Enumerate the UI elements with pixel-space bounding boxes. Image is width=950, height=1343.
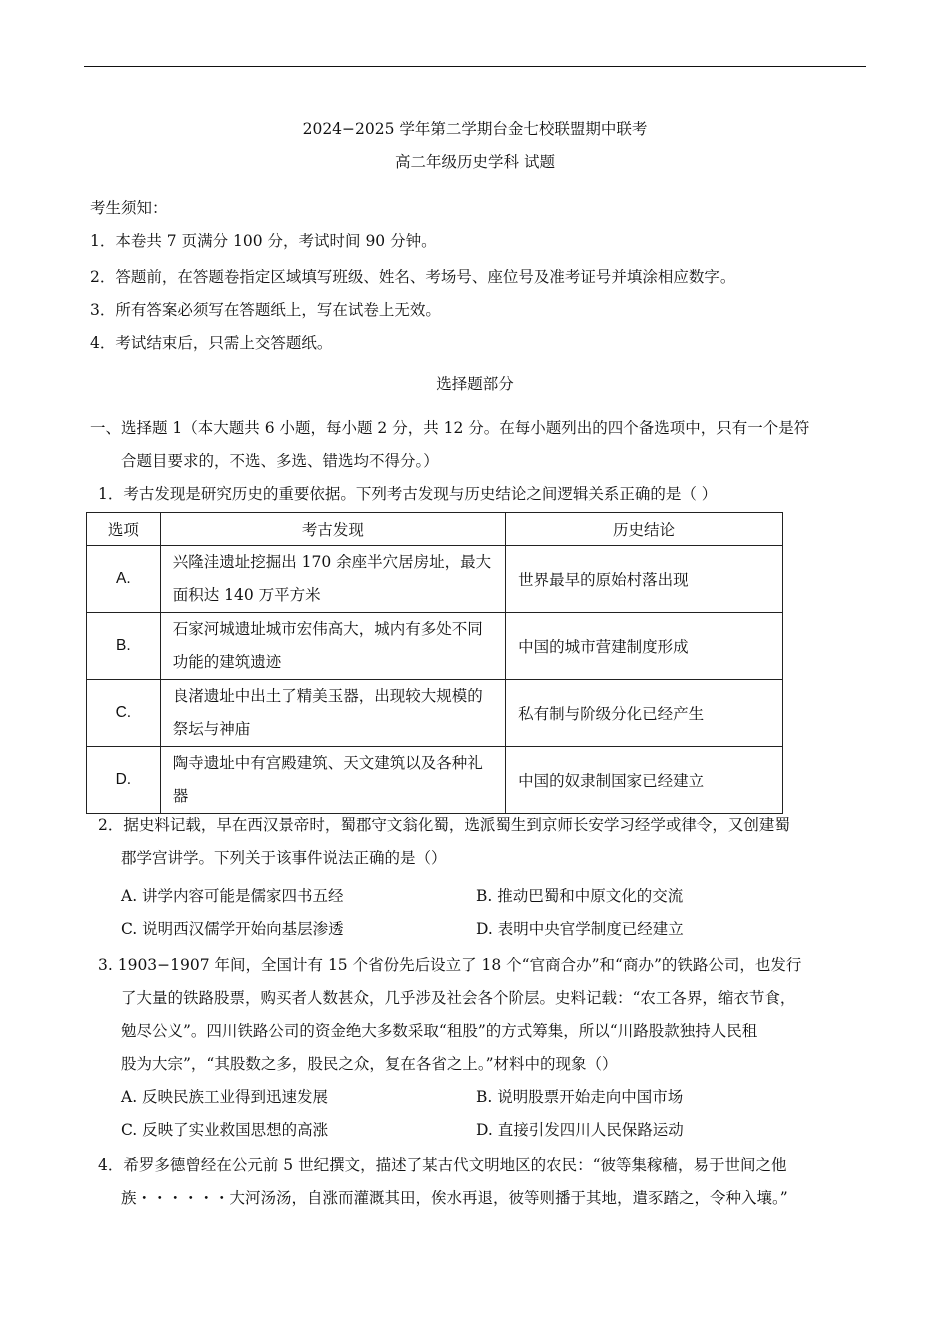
question-3-option-d: D. 直接引发四川人民保路运动 [476, 1121, 684, 1139]
notice-item: 2．答题前，在答题卷指定区域填写班级、姓名、考场号、座位号及准考证号并填涂相应数字。 [90, 268, 736, 286]
notice-item: 3．所有答案必须写在答题纸上，写在试卷上无效。 [90, 301, 441, 319]
question-2-option-a: A. 讲学内容可能是儒家四书五经 [121, 887, 344, 905]
archaeological-finding: 良渚遗址中出土了精美玉器，出现较大规模的祭坛与神庙 [160, 680, 505, 747]
question-4-stem-cont: 族・・・・・・大河汤汤，自涨而灌溉其田，俟水再退，彼等则播于其地，遣豕踏之，令种入壤。” [121, 1189, 788, 1207]
option-label: B. [87, 613, 161, 680]
question-2-option-c: C. 说明西汉儒学开始向基层渗透 [121, 920, 344, 938]
question-1-stem: 1．考古发现是研究历史的重要依据。下列考古发现与历史结论之间逻辑关系正确的是（ ） [98, 485, 718, 503]
table-row [87, 680, 783, 747]
header-rule [84, 66, 866, 67]
question-1-table [86, 512, 783, 814]
question-3-stem: 3. 1903−1907 年间，全国计有 15 个省份先后设立了 18 个“官商合办”和“商办”的铁路公司，也发行 [98, 956, 802, 974]
historical-conclusion: 中国的奴隶制国家已经建立 [506, 747, 783, 814]
historical-conclusion: 私有制与阶级分化已经产生 [506, 680, 783, 747]
question-3-option-b: B. 说明股票开始走向中国市场 [476, 1088, 684, 1106]
table-row [87, 546, 783, 613]
question-2-option-b: B. 推动巴蜀和中原文化的交流 [476, 887, 684, 905]
part-one-instructions-cont: 合题目要求的，不选、多选、错选均不得分。） [121, 452, 439, 470]
question-2-option-d: D. 表明中央官学制度已经建立 [476, 920, 684, 938]
question-3-option-a: A. 反映民族工业得到迅速发展 [121, 1088, 329, 1106]
historical-conclusion: 世界最早的原始村落出现 [506, 546, 783, 613]
archaeological-finding: 兴隆洼遗址挖掘出 170 余座半穴居房址，最大面积达 140 万平方米 [160, 546, 505, 613]
question-3-stem-cont: 股为大宗”，“其股数之多，股民之众，复在各省之上。”材料中的现象（） [121, 1055, 618, 1073]
question-3-stem-cont: 了大量的铁路股票，购买者人数甚众，几乎涉及社会各个阶层。史料记载：“农工各界，缩衣节食， [121, 989, 796, 1007]
option-label: C. [87, 680, 161, 747]
section-title: 选择题部分 [436, 375, 514, 393]
archaeological-finding: 石家河城遗址城市宏伟高大，城内有多处不同功能的建筑遗迹 [160, 613, 505, 680]
notice-item: 1．本卷共 7 页满分 100 分，考试时间 90 分钟。 [90, 232, 437, 250]
table-header-cell: 历史结论 [506, 513, 783, 546]
question-2-stem: 2．据史料记载，早在西汉景帝时，蜀郡守文翁化蜀，选派蜀生到京师长安学习经学或律令，又创建蜀 [98, 816, 790, 834]
table-header-cell: 考古发现 [160, 513, 505, 546]
option-label: A. [87, 546, 161, 613]
exam-title: 2024−2025 学年第二学期台金七校联盟期中联考 [302, 120, 648, 138]
table-row [87, 747, 783, 814]
archaeological-finding: 陶寺遗址中有宫殿建筑、天文建筑以及各种礼器 [160, 747, 505, 814]
notice-heading: 考生须知： [90, 199, 168, 217]
question-3-stem-cont: 勉尽公义”。四川铁路公司的资金绝大多数采取“租股”的方式筹集，所以“川路股款独持人民租 [121, 1022, 758, 1040]
question-2-stem-cont: 郡学宫讲学。下列关于该事件说法正确的是（） [121, 849, 447, 867]
notice-item: 4．考试结束后，只需上交答题纸。 [90, 334, 333, 352]
table-header-row [87, 513, 783, 546]
part-one-instructions: 一、选择题 1（本大题共 6 小题，每小题 2 分，共 12 分。在每小题列出的四个备选项中，只有一个是符 [90, 419, 810, 437]
question-4-stem: 4．希罗多德曾经在公元前 5 世纪撰文，描述了某古代文明地区的农民：“彼等集稼穑，易于世间之他 [98, 1156, 787, 1174]
question-3-option-c: C. 反映了实业救国思想的高涨 [121, 1121, 329, 1139]
table-header-cell: 选项 [87, 513, 161, 546]
exam-subtitle: 高二年级历史学科 试题 [395, 153, 555, 171]
historical-conclusion: 中国的城市营建制度形成 [506, 613, 783, 680]
option-label: D. [87, 747, 161, 814]
table-row [87, 613, 783, 680]
